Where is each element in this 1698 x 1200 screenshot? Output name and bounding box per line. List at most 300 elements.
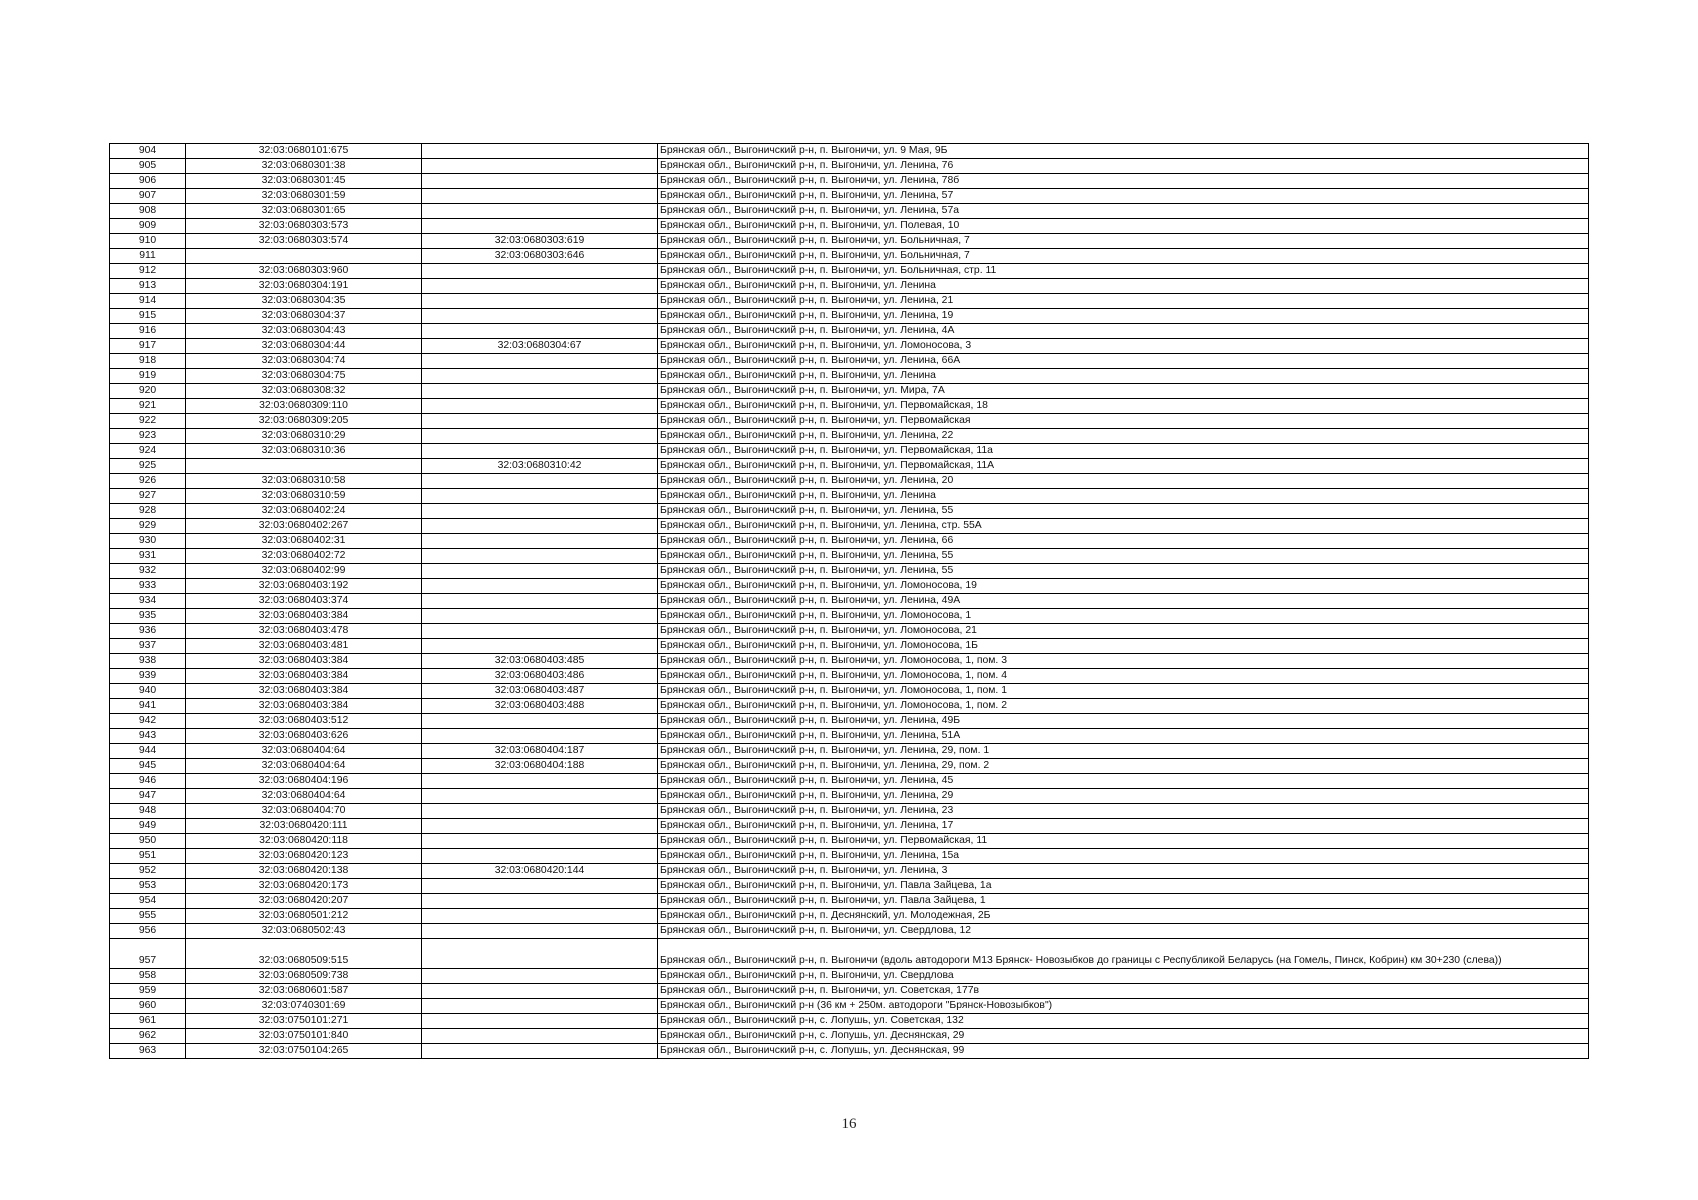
row-number-cell: 908 <box>110 204 186 219</box>
address-cell: Брянская обл., Выгоничский р-н, п. Выгоничи, ул. Павла Зайцева, 1 <box>658 894 1589 909</box>
table-row <box>110 429 1589 444</box>
cadastral-number-cell: 32:03:0680310:59 <box>186 489 422 504</box>
table-row <box>110 774 1589 789</box>
cadastral-number-cell: 32:03:0680309:110 <box>186 399 422 414</box>
related-cadastral-number-cell <box>422 294 658 309</box>
table-row <box>110 684 1589 699</box>
row-number-cell: 907 <box>110 189 186 204</box>
table-row <box>110 354 1589 369</box>
address-cell: Брянская обл., Выгоничский р-н, п. Выгоничи, ул. Ленина, 17 <box>658 819 1589 834</box>
related-cadastral-number-cell <box>422 1029 658 1044</box>
row-number-cell: 960 <box>110 999 186 1014</box>
cadastral-number-cell: 32:03:0680403:374 <box>186 594 422 609</box>
table-row <box>110 654 1589 669</box>
cadastral-number-cell: 32:03:0750101:271 <box>186 1014 422 1029</box>
cadastral-number-cell: 32:03:0680420:123 <box>186 849 422 864</box>
address-cell: Брянская обл., Выгоничский р-н, п. Выгоничи, ул. Ломоносова, 19 <box>658 579 1589 594</box>
address-cell: Брянская обл., Выгоничский р-н, п. Выгоничи, ул. Ленина, 23 <box>658 804 1589 819</box>
cadastral-number-cell: 32:03:0680403:512 <box>186 714 422 729</box>
related-cadastral-number-cell <box>422 939 658 969</box>
row-number-cell: 953 <box>110 879 186 894</box>
table-row <box>110 759 1589 774</box>
related-cadastral-number-cell <box>422 834 658 849</box>
related-cadastral-number-cell: 32:03:0680404:187 <box>422 744 658 759</box>
related-cadastral-number-cell <box>422 789 658 804</box>
address-cell: Брянская обл., Выгоничский р-н, п. Выгоничи, ул. Ленина, 49Б <box>658 714 1589 729</box>
related-cadastral-number-cell <box>422 369 658 384</box>
table-row <box>110 729 1589 744</box>
row-number-cell: 939 <box>110 669 186 684</box>
table-row <box>110 444 1589 459</box>
row-number-cell: 914 <box>110 294 186 309</box>
table-row <box>110 234 1589 249</box>
related-cadastral-number-cell: 32:03:0680404:188 <box>422 759 658 774</box>
cadastral-number-cell: 32:03:0680309:205 <box>186 414 422 429</box>
row-number-cell: 934 <box>110 594 186 609</box>
related-cadastral-number-cell <box>422 909 658 924</box>
row-number-cell: 923 <box>110 429 186 444</box>
cadastral-number-cell: 32:03:0680304:191 <box>186 279 422 294</box>
row-number-cell: 935 <box>110 609 186 624</box>
cadastral-number-cell: 32:03:0680403:192 <box>186 579 422 594</box>
address-cell: Брянская обл., Выгоничский р-н, п. Выгоничи, ул. Ломоносова, 21 <box>658 624 1589 639</box>
cadastral-number-cell: 32:03:0680310:36 <box>186 444 422 459</box>
address-cell: Брянская обл., Выгоничский р-н, п. Выгоничи, ул. Ленина, 76 <box>658 159 1589 174</box>
table-row <box>110 999 1589 1014</box>
cadastral-number-cell: 32:03:0680509:738 <box>186 969 422 984</box>
address-cell: Брянская обл., Выгоничский р-н, п. Выгоничи, ул. Ленина, 19 <box>658 309 1589 324</box>
row-number-cell: 911 <box>110 249 186 264</box>
table-row <box>110 879 1589 894</box>
row-number-cell: 962 <box>110 1029 186 1044</box>
related-cadastral-number-cell <box>422 639 658 654</box>
address-cell: Брянская обл., Выгоничский р-н, п. Выгоничи, ул. Первомайская, 18 <box>658 399 1589 414</box>
address-cell: Брянская обл., Выгоничский р-н, п. Выгоничи, ул. Ленина, 21 <box>658 294 1589 309</box>
cadastral-number-cell: 32:03:0680420:138 <box>186 864 422 879</box>
table-row <box>110 219 1589 234</box>
table-row <box>110 1029 1589 1044</box>
related-cadastral-number-cell <box>422 879 658 894</box>
row-number-cell: 931 <box>110 549 186 564</box>
related-cadastral-number-cell <box>422 204 658 219</box>
cadastral-number-cell: 32:03:0680501:212 <box>186 909 422 924</box>
row-number-cell: 932 <box>110 564 186 579</box>
row-number-cell: 929 <box>110 519 186 534</box>
table-row <box>110 339 1589 354</box>
cadastral-number-cell: 32:03:0680601:587 <box>186 984 422 999</box>
cadastral-number-cell: 32:03:0680303:573 <box>186 219 422 234</box>
address-cell: Брянская обл., Выгоничский р-н, п. Выгоничи, ул. Больничная, 7 <box>658 249 1589 264</box>
related-cadastral-number-cell: 32:03:0680303:646 <box>422 249 658 264</box>
address-cell: Брянская обл., Выгоничский р-н, п. Выгоничи, ул. 9 Мая, 9Б <box>658 144 1589 159</box>
cadastral-number-cell: 32:03:0680308:32 <box>186 384 422 399</box>
related-cadastral-number-cell <box>422 324 658 339</box>
related-cadastral-number-cell <box>422 624 658 639</box>
address-cell: Брянская обл., Выгоничский р-н, п. Выгоничи, ул. Ломоносова, 1, пом. 3 <box>658 654 1589 669</box>
address-cell: Брянская обл., Выгоничский р-н, п. Выгоничи, ул. Ленина, 20 <box>658 474 1589 489</box>
row-number-cell: 958 <box>110 969 186 984</box>
table-row <box>110 294 1589 309</box>
address-cell: Брянская обл., Выгоничский р-н, п. Выгоничи, ул. Ленина, стр. 55А <box>658 519 1589 534</box>
address-cell: Брянская обл., Выгоничский р-н, п. Выгоничи, ул. Свердлова, 12 <box>658 924 1589 939</box>
cadastral-number-cell: 32:03:0680402:99 <box>186 564 422 579</box>
row-number-cell: 921 <box>110 399 186 414</box>
related-cadastral-number-cell <box>422 564 658 579</box>
cadastral-number-cell: 32:03:0680402:72 <box>186 549 422 564</box>
table-row <box>110 924 1589 939</box>
row-number-cell: 947 <box>110 789 186 804</box>
address-cell: Брянская обл., Выгоничский р-н, с. Лопушь, ул. Деснянская, 29 <box>658 1029 1589 1044</box>
cadastral-number-cell: 32:03:0680310:58 <box>186 474 422 489</box>
related-cadastral-number-cell <box>422 144 658 159</box>
table-row <box>110 174 1589 189</box>
related-cadastral-number-cell <box>422 804 658 819</box>
table-row <box>110 984 1589 999</box>
cadastral-number-cell: 32:03:0740301:69 <box>186 999 422 1014</box>
row-number-cell: 957 <box>110 939 186 969</box>
address-cell: Брянская обл., Выгоничский р-н, п. Выгоничи, ул. Первомайская, 11 <box>658 834 1589 849</box>
address-cell: Брянская обл., Выгоничский р-н, п. Выгоничи, ул. Ленина, 29 <box>658 789 1589 804</box>
cadastral-number-cell: 32:03:0680304:37 <box>186 309 422 324</box>
row-number-cell: 919 <box>110 369 186 384</box>
address-cell: Брянская обл., Выгоничский р-н, п. Выгоничи, ул. Ленина, 51А <box>658 729 1589 744</box>
related-cadastral-number-cell <box>422 384 658 399</box>
cadastral-number-cell: 32:03:0680403:481 <box>186 639 422 654</box>
related-cadastral-number-cell <box>422 219 658 234</box>
row-number-cell: 913 <box>110 279 186 294</box>
related-cadastral-number-cell <box>422 354 658 369</box>
table-row <box>110 819 1589 834</box>
cadastral-number-cell: 32:03:0680403:384 <box>186 609 422 624</box>
row-number-cell: 954 <box>110 894 186 909</box>
cadastral-number-cell: 32:03:0750104:265 <box>186 1044 422 1059</box>
related-cadastral-number-cell: 32:03:0680403:486 <box>422 669 658 684</box>
row-number-cell: 904 <box>110 144 186 159</box>
cadastral-number-cell: 32:03:0680301:45 <box>186 174 422 189</box>
row-number-cell: 940 <box>110 684 186 699</box>
row-number-cell: 917 <box>110 339 186 354</box>
address-cell: Брянская обл., Выгоничский р-н, п. Выгоничи, ул. Свердлова <box>658 969 1589 984</box>
cadastral-number-cell: 32:03:0680303:960 <box>186 264 422 279</box>
cadastral-number-cell: 32:03:0680304:75 <box>186 369 422 384</box>
row-number-cell: 943 <box>110 729 186 744</box>
related-cadastral-number-cell: 32:03:0680304:67 <box>422 339 658 354</box>
address-cell: Брянская обл., Выгоничский р-н, п. Выгоничи, ул. Ломоносова, 3 <box>658 339 1589 354</box>
cadastral-number-cell: 32:03:0680402:31 <box>186 534 422 549</box>
row-number-cell: 955 <box>110 909 186 924</box>
address-cell: Брянская обл., Выгоничский р-н, п. Выгоничи, ул. Ленина, 4А <box>658 324 1589 339</box>
address-cell: Брянская обл., Выгоничский р-н, п. Выгоничи, ул. Ленина, 15а <box>658 849 1589 864</box>
related-cadastral-number-cell: 32:03:0680403:485 <box>422 654 658 669</box>
table-row <box>110 804 1589 819</box>
address-cell: Брянская обл., Выгоничский р-н, п. Выгоничи, ул. Первомайская, 11а <box>658 444 1589 459</box>
address-cell: Брянская обл., Выгоничский р-н, п. Выгоничи, ул. Советская, 177в <box>658 984 1589 999</box>
row-number-cell: 936 <box>110 624 186 639</box>
row-number-cell: 922 <box>110 414 186 429</box>
address-cell: Брянская обл., Выгоничский р-н, п. Выгоничи, ул. Ленина, 3 <box>658 864 1589 879</box>
related-cadastral-number-cell <box>422 594 658 609</box>
row-number-cell: 928 <box>110 504 186 519</box>
row-number-cell: 956 <box>110 924 186 939</box>
cadastral-number-cell: 32:03:0680404:64 <box>186 789 422 804</box>
table-row <box>110 714 1589 729</box>
row-number-cell: 963 <box>110 1044 186 1059</box>
address-cell: Брянская обл., Выгоничский р-н, п. Выгоничи, ул. Ломоносова, 1, пом. 4 <box>658 669 1589 684</box>
cadastral-number-cell: 32:03:0680404:64 <box>186 744 422 759</box>
cadastral-number-cell: 32:03:0680403:626 <box>186 729 422 744</box>
table-row <box>110 909 1589 924</box>
cadastral-number-cell: 32:03:0750101:840 <box>186 1029 422 1044</box>
address-cell: Брянская обл., Выгоничский р-н, п. Выгоничи, ул. Ленина, 66А <box>658 354 1589 369</box>
related-cadastral-number-cell <box>422 159 658 174</box>
related-cadastral-number-cell <box>422 819 658 834</box>
related-cadastral-number-cell <box>422 174 658 189</box>
address-cell: Брянская обл., Выгоничский р-н, п. Выгоничи, ул. Первомайская <box>658 414 1589 429</box>
address-cell: Брянская обл., Выгоничский р-н, п. Выгоничи, ул. Ленина, 29, пом. 1 <box>658 744 1589 759</box>
cadastral-number-cell: 32:03:0680304:74 <box>186 354 422 369</box>
table-row <box>110 159 1589 174</box>
address-cell: Брянская обл., Выгоничский р-н, с. Лопушь, ул. Деснянская, 99 <box>658 1044 1589 1059</box>
table-row <box>110 519 1589 534</box>
related-cadastral-number-cell <box>422 429 658 444</box>
related-cadastral-number-cell <box>422 534 658 549</box>
address-cell: Брянская обл., Выгоничский р-н, п. Выгоничи, ул. Ленина <box>658 489 1589 504</box>
address-cell: Брянская обл., Выгоничский р-н, п. Выгоничи (вдоль автодороги М13 Брянск- Новозыбков до границы с Республикой Беларусь (на Гомель, Пинск, Кобрин) км 30+230 (слева)) <box>658 939 1589 969</box>
cadastral-number-cell: 32:03:0680402:267 <box>186 519 422 534</box>
cadastral-number-cell: 32:03:0680301:38 <box>186 159 422 174</box>
row-number-cell: 952 <box>110 864 186 879</box>
table-row <box>110 204 1589 219</box>
address-cell: Брянская обл., Выгоничский р-н, п. Выгоничи, ул. Ленина, 66 <box>658 534 1589 549</box>
cadastral-number-cell: 32:03:0680301:59 <box>186 189 422 204</box>
address-cell: Брянская обл., Выгоничский р-н, п. Выгоничи, ул. Ленина, 55 <box>658 549 1589 564</box>
table-row <box>110 474 1589 489</box>
table-row <box>110 459 1589 474</box>
table-row <box>110 864 1589 879</box>
cadastral-number-cell: 32:03:0680509:515 <box>186 939 422 969</box>
row-number-cell: 909 <box>110 219 186 234</box>
address-cell: Брянская обл., Выгоничский р-н, п. Выгоничи, ул. Ленина <box>658 279 1589 294</box>
table-row <box>110 279 1589 294</box>
table-row <box>110 249 1589 264</box>
row-number-cell: 937 <box>110 639 186 654</box>
related-cadastral-number-cell <box>422 774 658 789</box>
address-cell: Брянская обл., Выгоничский р-н, п. Выгоничи, ул. Ленина <box>658 369 1589 384</box>
row-number-cell: 912 <box>110 264 186 279</box>
row-number-cell: 944 <box>110 744 186 759</box>
cadastral-number-cell: 32:03:0680403:384 <box>186 654 422 669</box>
row-number-cell: 948 <box>110 804 186 819</box>
related-cadastral-number-cell <box>422 414 658 429</box>
row-number-cell: 918 <box>110 354 186 369</box>
related-cadastral-number-cell <box>422 264 658 279</box>
related-cadastral-number-cell <box>422 969 658 984</box>
row-number-cell: 906 <box>110 174 186 189</box>
row-number-cell: 920 <box>110 384 186 399</box>
table-row <box>110 369 1589 384</box>
cadastral-number-cell: 32:03:0680404:196 <box>186 774 422 789</box>
related-cadastral-number-cell <box>422 984 658 999</box>
table-row <box>110 324 1589 339</box>
table-row <box>110 1044 1589 1059</box>
row-number-cell: 961 <box>110 1014 186 1029</box>
cadastral-number-cell: 32:03:0680304:43 <box>186 324 422 339</box>
row-number-cell: 959 <box>110 984 186 999</box>
row-number-cell: 925 <box>110 459 186 474</box>
related-cadastral-number-cell: 32:03:0680310:42 <box>422 459 658 474</box>
related-cadastral-number-cell: 32:03:0680303:619 <box>422 234 658 249</box>
address-cell: Брянская обл., Выгоничский р-н, п. Выгоничи, ул. Ломоносова, 1, пом. 2 <box>658 699 1589 714</box>
address-cell: Брянская обл., Выгоничский р-н, п. Выгоничи, ул. Мира, 7А <box>658 384 1589 399</box>
cadastral-number-cell: 32:03:0680502:43 <box>186 924 422 939</box>
cadastral-number-cell: 32:03:0680420:118 <box>186 834 422 849</box>
page-number: 16 <box>841 1116 857 1132</box>
cadastral-number-cell: 32:03:0680404:64 <box>186 759 422 774</box>
table-row <box>110 609 1589 624</box>
related-cadastral-number-cell <box>422 279 658 294</box>
table-row <box>110 939 1589 969</box>
table-row <box>110 309 1589 324</box>
address-cell: Брянская обл., Выгоничский р-н, п. Выгоничи, ул. Больничная, стр. 11 <box>658 264 1589 279</box>
cadastral-number-cell: 32:03:0680303:574 <box>186 234 422 249</box>
row-number-cell: 915 <box>110 309 186 324</box>
cadastral-number-cell: 32:03:0680403:384 <box>186 684 422 699</box>
row-number-cell: 916 <box>110 324 186 339</box>
related-cadastral-number-cell <box>422 849 658 864</box>
row-number-cell: 949 <box>110 819 186 834</box>
related-cadastral-number-cell <box>422 549 658 564</box>
table-row <box>110 969 1589 984</box>
cadastral-number-cell: 32:03:0680420:207 <box>186 894 422 909</box>
row-number-cell: 951 <box>110 849 186 864</box>
address-cell: Брянская обл., Выгоничский р-н, п. Деснянский, ул. Молодежная, 2Б <box>658 909 1589 924</box>
table-row <box>110 534 1589 549</box>
related-cadastral-number-cell <box>422 1044 658 1059</box>
cadastral-number-cell: 32:03:0680420:173 <box>186 879 422 894</box>
address-cell: Брянская обл., Выгоничский р-н, п. Выгоничи, ул. Ломоносова, 1 <box>658 609 1589 624</box>
cadastral-table <box>109 143 1589 1059</box>
related-cadastral-number-cell <box>422 399 658 414</box>
address-cell: Брянская обл., Выгоничский р-н, п. Выгоничи, ул. Ленина, 45 <box>658 774 1589 789</box>
address-cell: Брянская обл., Выгоничский р-н, п. Выгоничи, ул. Больничная, 7 <box>658 234 1589 249</box>
related-cadastral-number-cell: 32:03:0680420:144 <box>422 864 658 879</box>
address-cell: Брянская обл., Выгоничский р-н, п. Выгоничи, ул. Ленина, 29, пом. 2 <box>658 759 1589 774</box>
related-cadastral-number-cell <box>422 609 658 624</box>
table-row <box>110 669 1589 684</box>
related-cadastral-number-cell <box>422 714 658 729</box>
table-row <box>110 894 1589 909</box>
table-row <box>110 744 1589 759</box>
row-number-cell: 946 <box>110 774 186 789</box>
table-row <box>110 504 1589 519</box>
table-row <box>110 414 1589 429</box>
table-row <box>110 699 1589 714</box>
table-row <box>110 639 1589 654</box>
table-body <box>110 144 1589 1059</box>
related-cadastral-number-cell <box>422 579 658 594</box>
related-cadastral-number-cell <box>422 444 658 459</box>
cadastral-number-cell: 32:03:0680403:384 <box>186 669 422 684</box>
related-cadastral-number-cell <box>422 519 658 534</box>
cadastral-number-cell <box>186 459 422 474</box>
row-number-cell: 945 <box>110 759 186 774</box>
related-cadastral-number-cell <box>422 729 658 744</box>
row-number-cell: 924 <box>110 444 186 459</box>
row-number-cell: 927 <box>110 489 186 504</box>
address-cell: Брянская обл., Выгоничский р-н, п. Выгоничи, ул. Полевая, 10 <box>658 219 1589 234</box>
table-row <box>110 849 1589 864</box>
table-row <box>110 399 1589 414</box>
table-row <box>110 189 1589 204</box>
table-row <box>110 549 1589 564</box>
row-number-cell: 950 <box>110 834 186 849</box>
related-cadastral-number-cell <box>422 999 658 1014</box>
cadastral-number-cell: 32:03:0680304:44 <box>186 339 422 354</box>
table-row <box>110 564 1589 579</box>
address-cell: Брянская обл., Выгоничский р-н, п. Выгоничи, ул. Ленина, 57 <box>658 189 1589 204</box>
address-cell: Брянская обл., Выгоничский р-н, с. Лопушь, ул. Советская, 132 <box>658 1014 1589 1029</box>
related-cadastral-number-cell <box>422 489 658 504</box>
related-cadastral-number-cell: 32:03:0680403:488 <box>422 699 658 714</box>
table-row <box>110 579 1589 594</box>
table-row <box>110 1014 1589 1029</box>
related-cadastral-number-cell <box>422 504 658 519</box>
related-cadastral-number-cell <box>422 474 658 489</box>
address-cell: Брянская обл., Выгоничский р-н, п. Выгоничи, ул. Ломоносова, 1Б <box>658 639 1589 654</box>
row-number-cell: 905 <box>110 159 186 174</box>
row-number-cell: 930 <box>110 534 186 549</box>
cadastral-number-cell: 32:03:0680310:29 <box>186 429 422 444</box>
related-cadastral-number-cell <box>422 924 658 939</box>
cadastral-number-cell <box>186 249 422 264</box>
cadastral-number-cell: 32:03:0680101:675 <box>186 144 422 159</box>
cadastral-number-cell: 32:03:0680420:111 <box>186 819 422 834</box>
related-cadastral-number-cell: 32:03:0680403:487 <box>422 684 658 699</box>
address-cell: Брянская обл., Выгоничский р-н, п. Выгоничи, ул. Ленина, 55 <box>658 564 1589 579</box>
related-cadastral-number-cell <box>422 1014 658 1029</box>
address-cell: Брянская обл., Выгоничский р-н, п. Выгоничи, ул. Первомайская, 11А <box>658 459 1589 474</box>
row-number-cell: 926 <box>110 474 186 489</box>
table-row <box>110 624 1589 639</box>
row-number-cell: 938 <box>110 654 186 669</box>
address-cell: Брянская обл., Выгоничский р-н, п. Выгоничи, ул. Ленина, 55 <box>658 504 1589 519</box>
related-cadastral-number-cell <box>422 309 658 324</box>
related-cadastral-number-cell <box>422 189 658 204</box>
cadastral-number-cell: 32:03:0680402:24 <box>186 504 422 519</box>
address-cell: Брянская обл., Выгоничский р-н, п. Выгоничи, ул. Ленина, 22 <box>658 429 1589 444</box>
cadastral-number-cell: 32:03:0680301:65 <box>186 204 422 219</box>
table-row <box>110 144 1589 159</box>
row-number-cell: 910 <box>110 234 186 249</box>
cadastral-number-cell: 32:03:0680304:35 <box>186 294 422 309</box>
table-row <box>110 834 1589 849</box>
address-cell: Брянская обл., Выгоничский р-н, п. Выгоничи, ул. Ломоносова, 1, пом. 1 <box>658 684 1589 699</box>
table-row <box>110 594 1589 609</box>
cadastral-number-cell: 32:03:0680403:384 <box>186 699 422 714</box>
address-cell: Брянская обл., Выгоничский р-н, п. Выгоничи, ул. Ленина, 49А <box>658 594 1589 609</box>
row-number-cell: 942 <box>110 714 186 729</box>
cadastral-number-cell: 32:03:0680403:478 <box>186 624 422 639</box>
cadastral-number-cell: 32:03:0680404:70 <box>186 804 422 819</box>
related-cadastral-number-cell <box>422 894 658 909</box>
address-cell: Брянская обл., Выгоничский р-н, п. Выгоничи, ул. Ленина, 57а <box>658 204 1589 219</box>
address-cell: Брянская обл., Выгоничский р-н, п. Выгоничи, ул. Ленина, 78б <box>658 174 1589 189</box>
table-row <box>110 789 1589 804</box>
address-cell: Брянская обл., Выгоничский р-н, п. Выгоничи, ул. Павла Зайцева, 1а <box>658 879 1589 894</box>
address-cell: Брянская обл., Выгоничский р-н (36 км + 250м. автодороги "Брянск-Новозыбков") <box>658 999 1589 1014</box>
table-row <box>110 264 1589 279</box>
table-row <box>110 489 1589 504</box>
